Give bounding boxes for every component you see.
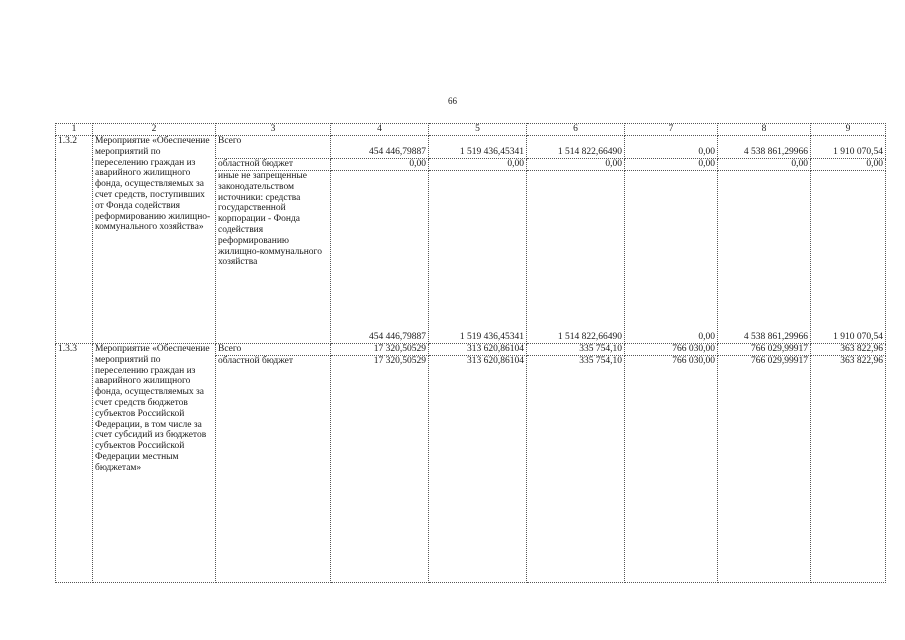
funding-source: Всего	[216, 344, 331, 356]
header-col-9: 9	[811, 124, 886, 136]
value-cell: 0,00	[331, 159, 429, 171]
value-cell: 1 910 070,54	[811, 171, 886, 344]
value-cell: 766 029,99917	[718, 344, 811, 356]
value-cell: 363 822,96	[811, 356, 886, 583]
value-cell: 313 620,86104	[429, 356, 527, 583]
value-cell: 0,00	[625, 159, 718, 171]
value-cell: 766 029,99917	[718, 356, 811, 583]
header-col-5: 5	[429, 124, 527, 136]
header-col-4: 4	[331, 124, 429, 136]
value-cell: 17 320,50529	[331, 356, 429, 583]
value-cell: 766 030,00	[625, 344, 718, 356]
row-id: 1.3.3	[56, 344, 93, 583]
value-cell: 1 519 436,45341	[429, 136, 527, 159]
header-col-2: 2	[93, 124, 216, 136]
value-cell: 1 910 070,54	[811, 136, 886, 159]
funding-source: Всего	[216, 136, 331, 159]
value-cell: 4 538 861,29966	[718, 171, 811, 344]
value-cell: 1 514 822,66490	[527, 171, 625, 344]
value-cell: 0,00	[429, 159, 527, 171]
value-cell: 4 538 861,29966	[718, 136, 811, 159]
value-cell: 17 320,50529	[331, 344, 429, 356]
value-cell: 0,00	[625, 171, 718, 344]
value-cell: 0,00	[718, 159, 811, 171]
table-row	[56, 136, 886, 159]
header-col-3: 3	[216, 124, 331, 136]
value-cell: 0,00	[625, 136, 718, 159]
value-cell: 454 446,79887	[331, 171, 429, 344]
value-cell: 0,00	[811, 159, 886, 171]
measure-name: Мероприятие «Обеспечение мероприятий по переселению граждан из аварийного жилищного фонда, осуществляемых за счет средств, поступивших от Фонда содействия реформированию жилищно-коммунального хозяйства»	[93, 136, 216, 344]
measure-name: Мероприятие «Обеспечение мероприятий по переселению граждан из аварийного жилищного фонда, осуществляемых за счет средств бюджетов субъектов Российской Федерации, в том числе за счет субсидий из бюджетов субъектов Российской Федерации местным бюджетам»	[93, 344, 216, 583]
header-col-7: 7	[625, 124, 718, 136]
header-col-8: 8	[718, 124, 811, 136]
header-row	[56, 124, 886, 136]
value-cell: 363 822,96	[811, 344, 886, 356]
row-id: 1.3.2	[56, 136, 93, 344]
funding-source: областной бюджет	[216, 159, 331, 171]
funding-source: областной бюджет	[216, 356, 331, 583]
header-col-6: 6	[527, 124, 625, 136]
funding-table	[55, 123, 886, 583]
page-number: 66	[448, 96, 457, 106]
value-cell: 335 754,10	[527, 356, 625, 583]
value-cell: 0,00	[527, 159, 625, 171]
value-cell: 766 030,00	[625, 356, 718, 583]
header-col-1: 1	[56, 124, 93, 136]
value-cell: 313 620,86104	[429, 344, 527, 356]
value-cell: 1 514 822,66490	[527, 136, 625, 159]
value-cell: 335 754,10	[527, 344, 625, 356]
value-cell: 1 519 436,45341	[429, 171, 527, 344]
value-cell: 454 446,79887	[331, 136, 429, 159]
table-row	[56, 344, 886, 356]
funding-source: иные не запрещенные законодательством источники: средства государственной корпорации - Фонда содействия реформированию жилищно-коммунального хозяйства	[216, 171, 331, 344]
